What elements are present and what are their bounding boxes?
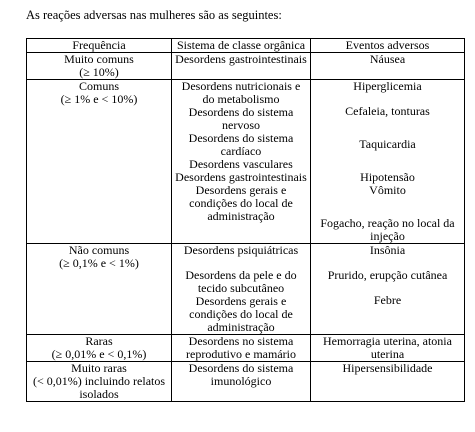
organ-class: Desordens do sistema nervoso — [188, 105, 294, 132]
frequency-range: (< 0,01%) incluindo relatos isolados — [32, 374, 166, 401]
frequency-label: Raras — [85, 334, 113, 348]
intro-text: As reações adversas nas mulheres são as seguintes: — [26, 8, 282, 22]
frequency-label: Não comuns — [68, 243, 130, 257]
event-cell — [311, 80, 465, 244]
adverse-event: Hemorragia uterina, atonia uterina — [323, 334, 452, 361]
adverse-event: Febre — [373, 293, 402, 307]
frequency-cell — [27, 80, 172, 244]
header-events: Eventos adversos — [311, 39, 465, 53]
frequency-cell — [27, 335, 172, 362]
frequency-range: (≥ 10%) — [79, 65, 119, 79]
table-row — [27, 80, 465, 244]
frequency-label: Muito comuns — [64, 52, 134, 66]
event-cell — [311, 53, 465, 80]
adverse-event: Insônia — [369, 243, 406, 257]
organ-cell — [172, 335, 311, 362]
event-cell — [311, 244, 465, 335]
table-header-row — [27, 39, 465, 53]
organ-class: Desordens nutricionais e do metabolismo — [181, 79, 301, 106]
organ-cell — [172, 53, 311, 80]
organ-cell — [172, 362, 311, 402]
frequency-range: (≥ 0,1% e < 1%) — [59, 256, 139, 270]
frequency-cell — [27, 362, 172, 402]
organ-class: Desordens gastrointestinais — [175, 52, 307, 66]
organ-class: Desordens gerais e condições do local de administração — [189, 294, 293, 334]
organ-class: Desordens gastrointestinais — [175, 170, 307, 184]
adverse-event: Cefaleia, tonturas — [345, 104, 430, 118]
organ-class: Desordens no sistema reprodutivo e mamário — [186, 334, 296, 361]
organ-class: Desordens do sistema imunológico — [188, 361, 294, 388]
table-row — [27, 335, 465, 362]
frequency-cell — [27, 244, 172, 335]
organ-class: Desordens da pele e do tecido subcutâneo — [185, 268, 297, 295]
adverse-event: Vômito — [369, 183, 406, 197]
frequency-range: (≥ 0,01% e < 0,1%) — [51, 347, 147, 361]
organ-class: Desordens do sistema cardíaco — [188, 131, 294, 158]
adverse-event: Náusea — [369, 52, 406, 66]
table-row — [27, 244, 465, 335]
event-cell — [311, 335, 465, 362]
adverse-reactions-table — [26, 38, 465, 402]
adverse-event: Fogacho, reação no local da injeção — [320, 216, 455, 243]
organ-class: Desordens vasculares — [189, 157, 293, 171]
adverse-event: Hipotensão — [360, 170, 415, 184]
organ-class: Desordens gerais e condições do local de administração — [189, 183, 293, 223]
adverse-event: Hipersensibilidade — [342, 361, 433, 375]
frequency-label: Comuns — [78, 79, 119, 93]
adverse-event: Prurido, erupção cutânea — [327, 268, 448, 282]
event-cell — [311, 362, 465, 402]
header-frequency: Frequência — [27, 39, 172, 53]
organ-cell — [172, 80, 311, 244]
table-row — [27, 362, 465, 402]
organ-cell — [172, 244, 311, 335]
frequency-label: Muito raras — [71, 361, 127, 375]
header-organ-class: Sistema de classe orgânica — [172, 39, 311, 53]
frequency-range: (≥ 1% e < 10%) — [60, 92, 138, 106]
frequency-cell — [27, 53, 172, 80]
table-row — [27, 53, 465, 80]
adverse-event: Hiperglicemia — [353, 79, 422, 93]
organ-class: Desordens psiquiátricas — [183, 243, 299, 257]
adverse-event: Taquicardia — [359, 137, 416, 151]
